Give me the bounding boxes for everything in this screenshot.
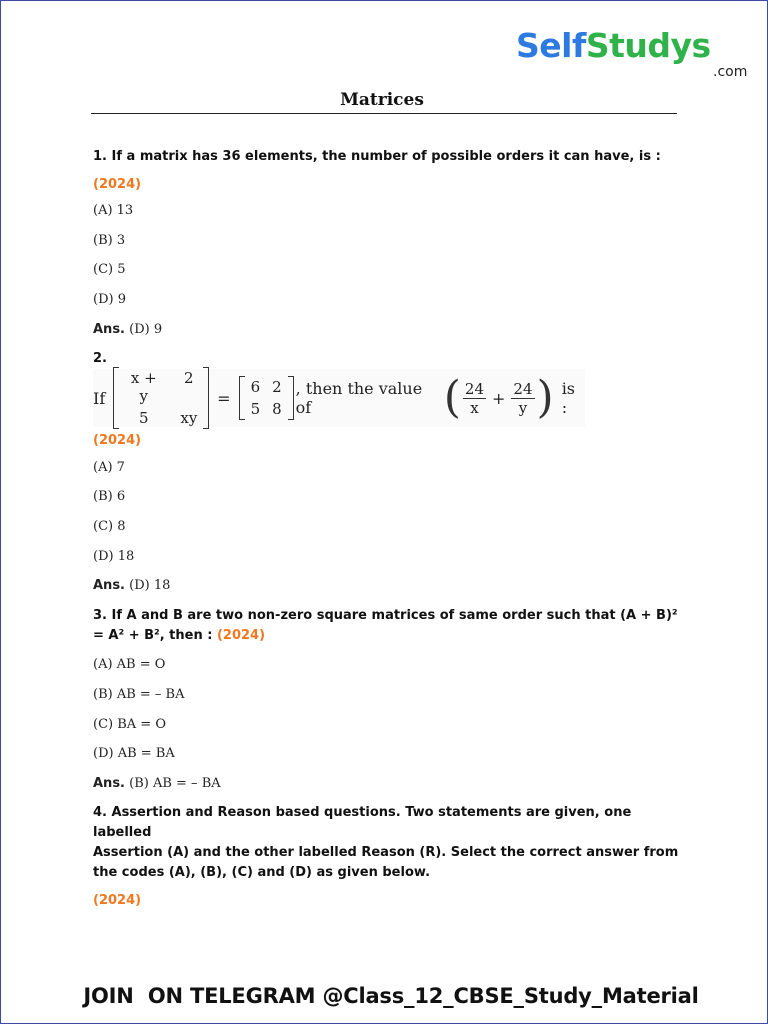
answer-label: Ans. xyxy=(93,775,125,791)
question-2-option-d: (D) 18 xyxy=(93,548,135,564)
answer-label: Ans. xyxy=(93,578,125,594)
answer-value: (D) 18 xyxy=(125,578,171,594)
math-if: If xyxy=(93,388,106,408)
matrix-right-b21: 5 xyxy=(250,400,261,419)
logo-self: Self xyxy=(516,26,586,65)
telegram-footer: JOIN ON TELEGRAM @Class_12_CBSE_Study_Material xyxy=(83,984,699,1008)
question-4-line-3: the codes (A), (B), (C) and (D) as given below. xyxy=(93,865,431,881)
question-2-option-b: (B) 6 xyxy=(93,489,126,505)
question-3-line-1: 3. If A and B are two non-zero square matrices of same order such that (A + B)² xyxy=(93,607,678,623)
question-4-year: (2024) xyxy=(93,892,142,908)
question-3-answer xyxy=(93,774,683,794)
fraction-sum xyxy=(443,372,554,424)
page-title: Matrices xyxy=(340,90,424,110)
math-middle-text: , then the value of xyxy=(295,379,423,418)
title-rule xyxy=(91,113,677,114)
question-1-year: (2024) xyxy=(93,176,142,192)
answer-value: (B) AB = – BA xyxy=(125,775,221,791)
matrix-left-a22: xy xyxy=(180,409,198,428)
question-1-answer xyxy=(93,320,683,340)
selfstudys-logo xyxy=(516,26,711,65)
question-1-text: 1. If a matrix has 36 elements, the number of possible orders it can have, is : xyxy=(93,149,661,164)
matrix-left xyxy=(113,367,209,429)
matrix-right-b22: 8 xyxy=(272,400,282,419)
question-3-line-2 xyxy=(93,626,683,646)
question-3-year: (2024) xyxy=(216,627,266,643)
question-1-option-a: (A) 13 xyxy=(93,203,134,219)
matrix-left-a11: x + y xyxy=(130,369,157,406)
question-2-option-c: (C) 8 xyxy=(93,518,126,534)
question-1-option-b: (B) 3 xyxy=(93,232,126,248)
matrix-left-a12: 2 xyxy=(184,369,194,388)
fraction-1-den: x xyxy=(470,398,479,417)
fraction-1 xyxy=(461,380,488,417)
logo-studys: Studys xyxy=(585,26,711,65)
question-2-number: 2. xyxy=(93,351,107,367)
question-3-option-b: (B) AB = – BA xyxy=(93,686,185,702)
question-1-option-c: (C) 5 xyxy=(93,262,126,278)
answer-label: Ans. xyxy=(93,321,125,337)
question-2-option-a: (A) 7 xyxy=(93,459,125,475)
matrix-right xyxy=(239,376,294,420)
matrix-right-b12: 2 xyxy=(272,378,282,397)
math-equals: = xyxy=(217,388,231,408)
right-paren: ) xyxy=(536,372,554,424)
fraction-2-num: 24 xyxy=(513,379,533,398)
left-paren: ( xyxy=(443,372,461,424)
matrix-right-b11: 6 xyxy=(250,378,261,397)
question-3-option-a: (A) AB = O xyxy=(93,657,166,673)
question-4-line-1: 4. Assertion and Reason based questions. Two statements are given, one labelled xyxy=(93,805,632,841)
logo-com: .com xyxy=(713,64,748,80)
question-4-line-2: Assertion (A) and the other labelled Reason (R). Select the correct answer from xyxy=(93,845,679,861)
answer-value: (D) 9 xyxy=(125,321,163,337)
question-2-year: (2024) xyxy=(93,433,142,449)
fraction-1-num: 24 xyxy=(464,379,485,398)
questions-content xyxy=(93,147,683,908)
math-end-text: is : xyxy=(561,379,576,418)
math-plus: + xyxy=(492,388,506,408)
question-3-option-d: (D) AB = BA xyxy=(93,746,175,762)
question-3-option-c: (C) BA = O xyxy=(93,716,166,732)
question-2-answer xyxy=(93,576,683,596)
question-3-line-2-text: = A² + B², then : xyxy=(93,627,217,643)
fraction-2 xyxy=(509,380,536,417)
question-2-math xyxy=(93,369,585,427)
question-1-option-d: (D) 9 xyxy=(93,291,126,307)
fraction-2-den: y xyxy=(518,398,528,417)
matrix-left-a21: 5 xyxy=(138,409,149,428)
